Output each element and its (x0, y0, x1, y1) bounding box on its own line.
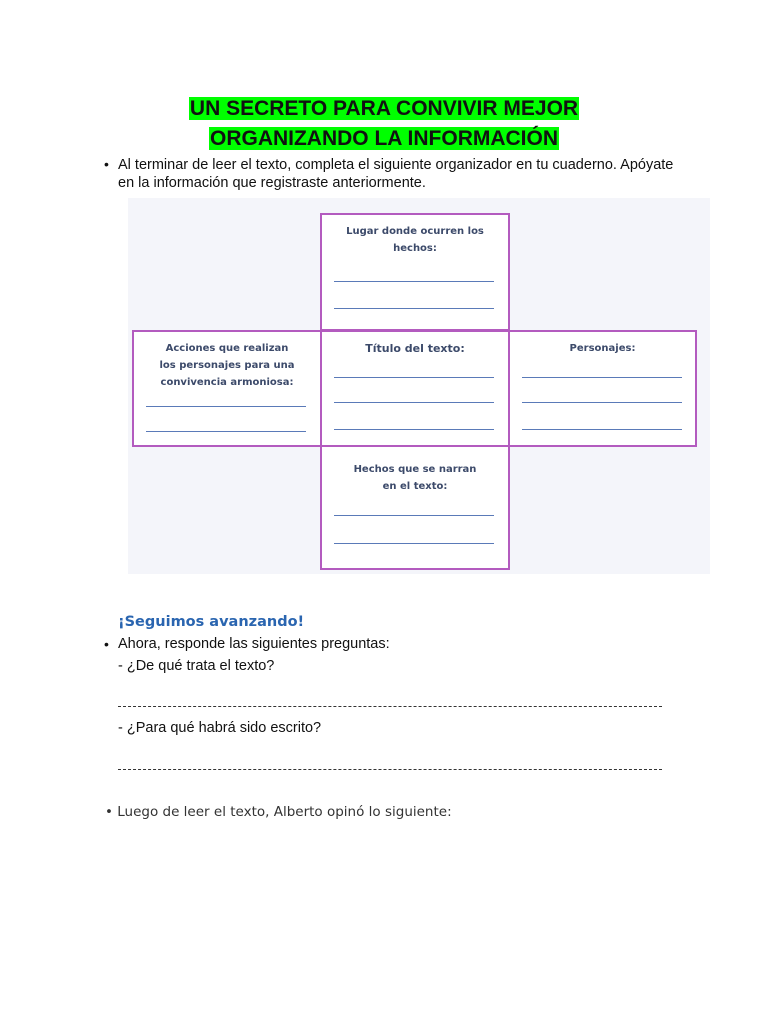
answer-line (522, 402, 682, 403)
worksheet-title-line-2 (0, 126, 768, 152)
title-label: Título del texto: (365, 342, 465, 355)
instruction-text: Al terminar de leer el texto, completa el siguiente organizador en tu cuaderno. Apóyate en la información que registraste anteriormente. (118, 157, 674, 191)
answer-line (146, 431, 306, 432)
answer-line (522, 377, 682, 378)
answer-line (334, 377, 494, 378)
answer-dashed-line-1[interactable] (118, 706, 662, 708)
characters-label: Personajes: (569, 343, 636, 354)
answer-line (334, 281, 494, 282)
events-label: Hechos que se narran en el texto: (353, 464, 477, 492)
actions-label: Acciones que realizan los personajes para una convivencia armoniosa: (159, 343, 295, 388)
answer-line (146, 406, 306, 407)
question-2: - ¿Para qué habrá sido escrito? (118, 720, 322, 736)
instruction-bullet: • (104, 156, 109, 172)
questions-intro: Ahora, responde las siguientes preguntas: (118, 636, 390, 652)
question-1: - ¿De qué trata el texto? (118, 658, 275, 674)
organizer-cell-actions (132, 330, 322, 447)
final-note: • Luego de leer el texto, Alberto opinó lo siguiente: (105, 804, 452, 820)
section-heading: ¡Seguimos avanzando! (118, 614, 305, 630)
place-label: Lugar donde ocurren los hechos: (346, 226, 484, 254)
answer-line (334, 308, 494, 309)
organizer-cell-events (320, 445, 510, 570)
title-line-2-text: ORGANIZANDO LA INFORMACIÓN (209, 127, 559, 150)
answer-line (334, 429, 494, 430)
worksheet-title-line-1 (0, 96, 768, 122)
answer-line (334, 515, 494, 516)
organizer-cell-characters (508, 330, 697, 447)
answer-line (334, 402, 494, 403)
answer-line (334, 543, 494, 544)
organizer-cell-place (320, 213, 510, 331)
answer-dashed-line-2[interactable] (118, 769, 662, 771)
answer-line (522, 429, 682, 430)
title-line-1-text: UN SECRETO PARA CONVIVIR MEJOR (189, 97, 579, 120)
graphic-organizer (128, 198, 710, 574)
questions-bullet: • (104, 636, 109, 652)
organizer-cell-title (320, 330, 510, 447)
